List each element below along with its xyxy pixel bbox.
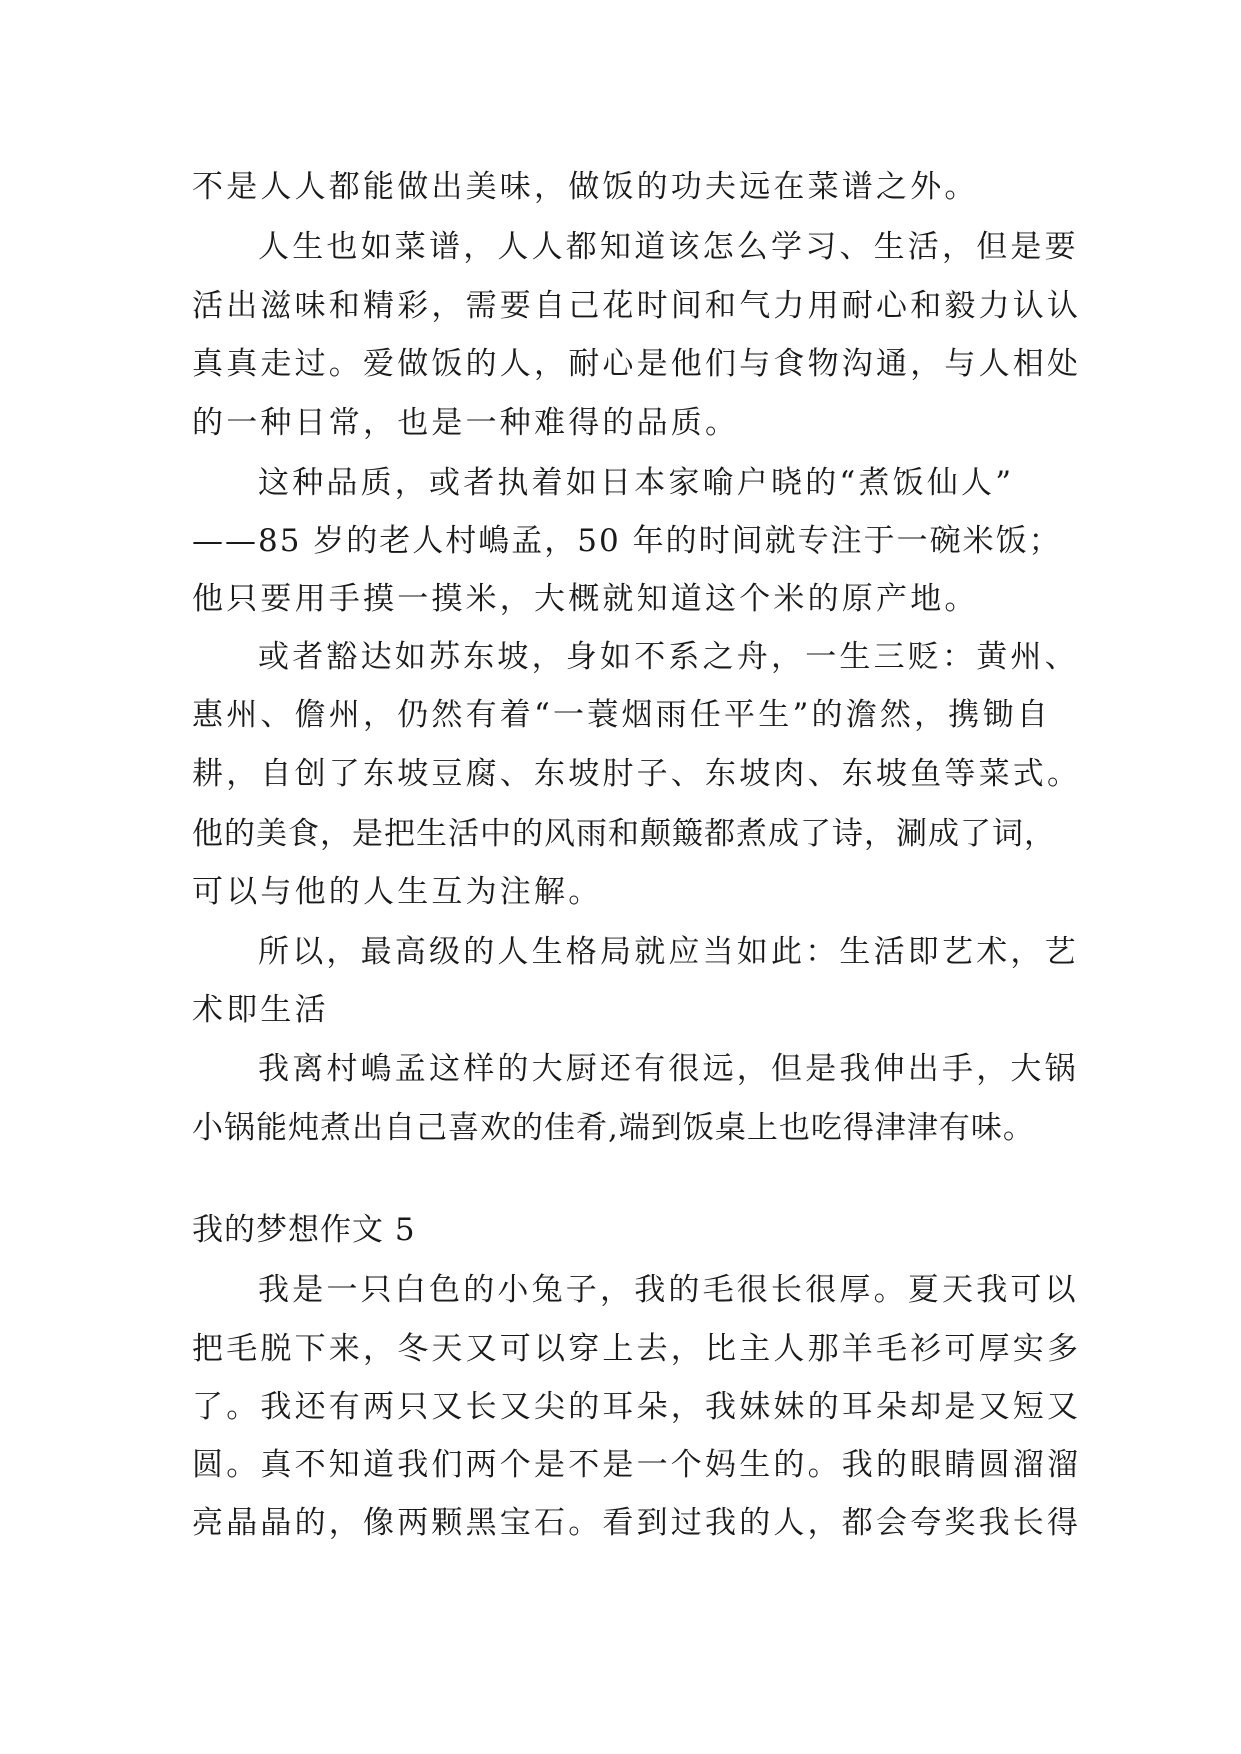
text-line: 亮晶晶的，像两颗黑宝石。看到过我的人，都会夸奖我长得: [192, 1505, 1082, 1541]
paragraph-start: 所以，最高级的人生格局就应当如此：生活即艺术，艺: [258, 934, 1079, 970]
text-line: 可以与他的人生互为注解。: [192, 874, 603, 910]
text-line: 耕，自创了东坡豆腐、东坡肘子、东坡肉、东坡鱼等菜式。: [192, 756, 1082, 792]
text-line: 的一种日常，也是一种难得的品质。: [192, 405, 740, 441]
paragraph-start: 或者豁达如苏东坡，身如不系之舟，一生三贬：黄州、: [258, 639, 1079, 675]
text-line: 术即生活: [192, 992, 329, 1028]
text-line: 活出滋味和精彩，需要自己花时间和气力用耐心和毅力认认: [192, 288, 1082, 324]
section-heading: 我的梦想作文 5: [192, 1212, 416, 1248]
text-line: ——85 岁的老人村嶋孟，50 年的时间就专注于一碗米饭；: [192, 523, 1062, 559]
text-line: 惠州、儋州，仍然有着“一蓑烟雨任平生”的澹然，携锄自: [192, 697, 1051, 733]
text-line: 他只要用手摸一摸米，大概就知道这个米的原产地。: [192, 581, 979, 617]
text-line: 圆。真不知道我们两个是不是一个妈生的。我的眼睛圆溜溜: [192, 1447, 1082, 1483]
paragraph-start: 这种品质，或者执着如日本家喻户晓的“煮饭仙人”: [258, 465, 1015, 501]
paragraph-start: 我是一只白色的小兔子，我的毛很长很厚。夏天我可以: [258, 1272, 1079, 1308]
text-line: 真真走过。爱做饭的人，耐心是他们与食物沟通，与人相处: [192, 346, 1082, 382]
paragraph-start: 人生也如菜谱，人人都知道该怎么学习、生活，但是要: [258, 229, 1079, 265]
text-line: 小锅能炖煮出自己喜欢的佳肴,端到饭桌上也吃得津津有味。: [192, 1110, 1035, 1146]
text-line: 不是人人都能做出美味，做饭的功夫远在菜谱之外。: [192, 169, 979, 205]
text-line: 他的美食，是把生活中的风雨和颠簸都煮成了诗，涮成了词，: [192, 816, 1056, 852]
text-line: 了。我还有两只又长又尖的耳朵，我妹妹的耳朵却是又短又: [192, 1389, 1082, 1425]
paragraph-start: 我离村嶋孟这样的大厨还有很远，但是我伸出手，大锅: [258, 1051, 1079, 1087]
text-line: 把毛脱下来，冬天又可以穿上去，比主人那羊毛衫可厚实多: [192, 1331, 1082, 1367]
